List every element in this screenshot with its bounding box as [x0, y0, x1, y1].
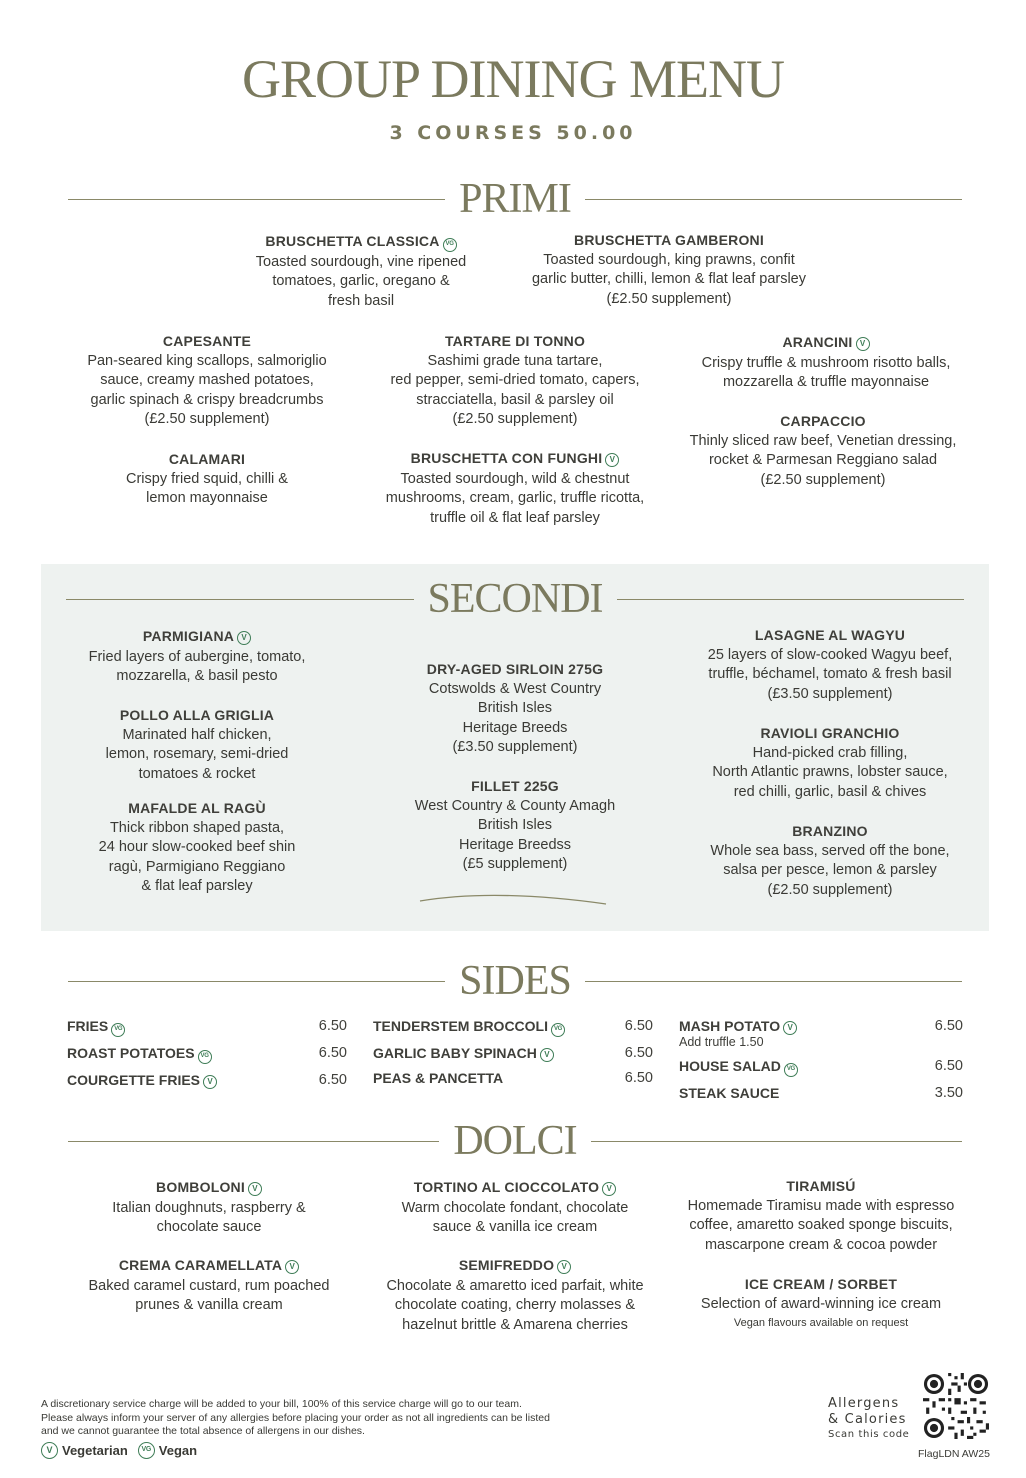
vegan-icon: VG	[443, 238, 457, 252]
section-title: DOLCI	[453, 1118, 577, 1164]
side-name: FRIES	[67, 1018, 109, 1034]
sides-heading	[68, 960, 962, 1002]
item-name: BRUSCHETTA CLASSICA	[265, 233, 440, 249]
legend-vegan: Vegan	[158, 1443, 198, 1458]
side-name: STEAK SAUCE	[679, 1085, 780, 1101]
vegetarian-icon: V	[557, 1260, 571, 1274]
vegetarian-icon: V	[856, 337, 870, 351]
item-name: MAFALDE AL RAGÙ	[128, 800, 266, 816]
side-price: 6.50	[624, 1070, 653, 1086]
side-price: 6.50	[624, 1018, 653, 1034]
vegan-icon: VG	[138, 1442, 155, 1459]
item-description: Thick ribbon shaped pasta, 24 hour slow-cooked beef shin ragù, Parmigiano Reggiano & flat leaf parsley	[98, 819, 296, 895]
side-item	[373, 1018, 653, 1037]
vegan-icon: VG	[551, 1023, 565, 1037]
menu-item-calamari	[68, 450, 346, 509]
menu-item-semifreddo	[370, 1256, 660, 1335]
menu-item-mafalde-al-ragu	[68, 799, 326, 897]
side-price: 6.50	[318, 1045, 347, 1061]
item-description: Sashimi grade tuna tartare, red pepper, semi-dried tomato, capers, stracciatella, basil & parsley oil	[390, 352, 640, 408]
side-item	[373, 1070, 653, 1087]
item-name: POLLO ALLA GRIGLIA	[119, 707, 275, 723]
side-price: 6.50	[934, 1018, 963, 1034]
primi-heading	[68, 178, 962, 220]
item-name: ICE CREAM / SORBET	[744, 1276, 898, 1292]
item-description: Toasted sourdough, vine ripened tomatoes, garlic, oregano & fresh basil	[255, 253, 467, 309]
side-item	[67, 1045, 347, 1064]
side-name: COURGETTE FRIES	[67, 1072, 201, 1088]
vegetarian-icon: V	[237, 631, 251, 645]
menu-item-parmigiana	[68, 627, 326, 687]
item-supplement: (£2.50 supplement)	[452, 411, 578, 428]
item-description: Toasted sourdough, wild & chestnut mushrooms, cream, garlic, truffle ricotta, truffle oil & flat leaf parsley	[385, 470, 645, 526]
secondi-heading	[66, 578, 964, 620]
item-supplement: (£2.50 supplement)	[760, 471, 886, 488]
disclaimer-line: and we cannot guarantee the total absence of allergens in our dishes.	[41, 1425, 365, 1438]
side-name: TENDERSTEM BROCCOLI	[373, 1018, 548, 1034]
section-title: SECONDI	[427, 576, 603, 622]
allergen-info	[828, 1396, 912, 1441]
disclaimer-line: A discretionary service charge will be added to your bill, 100% of this service charge will go to our team.	[41, 1398, 522, 1410]
side-name: GARLIC BABY SPINACH	[373, 1045, 537, 1061]
scan-label: Scan this code	[828, 1429, 910, 1440]
menu-item-tiramisu	[676, 1177, 966, 1255]
item-description: Homemade Tiramisu made with espresso coffee, amaretto soaked sponge biscuits, mascarpone cream & cocoa powder	[687, 1197, 955, 1253]
side-item	[679, 1058, 963, 1077]
vegetarian-icon: V	[248, 1182, 262, 1196]
side-item	[67, 1072, 347, 1089]
item-description: Chocolate & amaretto iced parfait, white chocolate coating, cherry molasses & hazelnut brittle & Amarena cherries	[386, 1277, 644, 1333]
menu-item-tartare-di-tonno	[368, 332, 662, 430]
item-name: CARPACCIO	[780, 413, 866, 429]
menu-item-tortino-al-cioccolato	[370, 1178, 660, 1238]
item-description: Marinated half chicken, lemon, rosemary, semi-dried tomatoes & rocket	[105, 726, 289, 782]
menu-item-lasagne-al-wagyu	[690, 626, 970, 704]
menu-item-fillet	[384, 777, 646, 875]
menu-subtitle: 3 COURSES 50.00	[389, 122, 637, 144]
item-name: LASAGNE AL WAGYU	[754, 627, 906, 643]
service-disclaimer	[41, 1398, 550, 1439]
legend-vegetarian: Vegetarian	[62, 1443, 128, 1458]
divider-line	[68, 981, 445, 982]
item-name: CREMA CARAMELLATA	[118, 1257, 283, 1273]
item-supplement: (£3.50 supplement)	[452, 739, 578, 756]
item-supplement: (£3.50 supplement)	[767, 685, 893, 702]
side-addon: Add truffle 1.50	[679, 1035, 764, 1049]
item-description: Warm chocolate fondant, chocolate sauce & vanilla ice cream	[401, 1199, 629, 1236]
vegetarian-icon: V	[783, 1021, 797, 1035]
item-name: TORTINO AL CIOCCOLATO	[413, 1179, 600, 1195]
item-name: SEMIFREDDO	[458, 1257, 555, 1273]
menu-title: GROUP DINING MENU	[242, 49, 784, 109]
item-description: Baked caramel custard, rum poached prunes & vanilla cream	[88, 1277, 330, 1314]
item-name: CALAMARI	[168, 451, 246, 467]
divider-line	[585, 981, 962, 982]
menu-item-carpaccio	[672, 412, 974, 490]
menu-item-dry-aged-sirloin	[384, 660, 646, 758]
divider-line	[68, 199, 445, 200]
menu-item-pollo-alla-griglia	[68, 706, 326, 784]
menu-item-crema-caramellata	[70, 1256, 348, 1316]
item-description: Italian doughnuts, raspberry & chocolate sauce	[112, 1199, 306, 1236]
item-name: RAVIOLI GRANCHIO	[760, 725, 900, 741]
menu-item-bruschetta-con-funghi	[368, 449, 662, 528]
item-name: TIRAMISÚ	[786, 1178, 856, 1194]
disclaimer-line: Please always inform your server of any allergies before placing your order as not all ingredients can be listed	[41, 1411, 550, 1424]
divider-line	[617, 599, 965, 600]
dolci-heading	[68, 1120, 962, 1162]
dietary-legend	[41, 1442, 197, 1459]
item-name: CAPESANTE	[162, 333, 252, 349]
item-note: Vegan flavours available on request	[733, 1317, 909, 1330]
menu-item-arancini	[680, 333, 972, 393]
item-supplement: (£5 supplement)	[462, 856, 568, 873]
side-item	[373, 1045, 653, 1062]
allergens-label: Allergens	[828, 1396, 900, 1411]
divider-line	[591, 1141, 962, 1142]
vegetarian-icon: V	[41, 1442, 58, 1459]
vegetarian-icon: V	[605, 453, 619, 467]
qr-code-icon[interactable]	[923, 1373, 989, 1439]
section-title: PRIMI	[459, 176, 571, 222]
side-price: 6.50	[934, 1058, 963, 1074]
divider-line	[68, 1141, 439, 1142]
vegetarian-icon: V	[285, 1260, 299, 1274]
item-description: Pan-seared king scallops, salmoriglio sauce, creamy mashed potatoes, garlic spinach & crispy breadcrumbs	[87, 352, 327, 408]
item-description: Thinly sliced raw beef, Venetian dressing, rocket & Parmesan Reggiano salad	[689, 432, 957, 469]
side-price: 3.50	[934, 1085, 963, 1101]
item-name: TARTARE DI TONNO	[444, 333, 586, 349]
item-description: 25 layers of slow-cooked Wagyu beef, truffle, béchamel, tomato & fresh basil	[707, 646, 953, 683]
item-description: West Country & County Amagh British Isles Heritage Breedss	[414, 797, 616, 853]
side-name: MASH POTATO	[679, 1018, 781, 1034]
decorative-swoosh	[418, 893, 608, 909]
item-name: BRANZINO	[792, 823, 868, 839]
item-description: Fried layers of aubergine, tomato, mozzarella, & basil pesto	[88, 648, 306, 685]
side-name: ROAST POTATOES	[67, 1045, 195, 1061]
side-item	[679, 1018, 963, 1050]
item-supplement: (£2.50 supplement)	[144, 411, 270, 428]
item-name: BRUSCHETTA GAMBERONI	[574, 232, 764, 248]
item-description: Whole sea bass, served off the bone, salsa per pesce, lemon & parsley	[710, 842, 950, 879]
item-description: Selection of award-winning ice cream	[700, 1295, 942, 1312]
vegan-icon: VG	[198, 1050, 212, 1064]
side-name: HOUSE SALAD	[679, 1058, 781, 1074]
item-supplement: (£2.50 supplement)	[606, 290, 732, 307]
vegan-icon: VG	[111, 1023, 125, 1037]
side-price: 6.50	[624, 1045, 653, 1061]
menu-item-branzino	[690, 822, 970, 900]
menu-item-ice-cream-sorbet	[676, 1275, 966, 1334]
side-price: 6.50	[318, 1018, 347, 1034]
divider-line	[585, 199, 962, 200]
menu-item-bruschetta-classica	[230, 232, 492, 311]
item-supplement: (£2.50 supplement)	[767, 881, 893, 898]
vegan-icon: VG	[784, 1063, 798, 1077]
menu-item-ravioli-granchio	[690, 724, 970, 802]
item-description: Hand-picked crab filling, North Atlantic prawns, lobster sauce, red chilli, garlic, basil & chives	[712, 744, 948, 800]
menu-item-bruschetta-gamberoni	[500, 231, 838, 309]
calories-label: & Calories	[828, 1412, 907, 1427]
item-name: BOMBOLONI	[156, 1179, 245, 1195]
menu-code: FlagLDN AW25	[918, 1448, 990, 1460]
menu-item-bomboloni	[70, 1178, 348, 1238]
menu-item-capesante	[68, 332, 346, 430]
item-name: BRUSCHETTA CON FUNGHI	[410, 450, 603, 466]
section-title: SIDES	[459, 958, 571, 1004]
item-description: Toasted sourdough, king prawns, confit garlic butter, chilli, lemon & flat leaf parsley	[531, 251, 806, 288]
side-item	[67, 1018, 347, 1037]
divider-line	[66, 599, 414, 600]
vegetarian-icon: V	[602, 1182, 616, 1196]
item-description: Cotswolds & West Country British Isles Heritage Breeds	[428, 680, 602, 736]
sides-column	[67, 1018, 347, 1097]
vegetarian-icon: V	[540, 1048, 554, 1062]
side-name: PEAS & PANCETTA	[373, 1070, 504, 1086]
item-name: ARANCINI	[782, 334, 853, 350]
item-name: FILLET 225G	[471, 778, 559, 794]
vegetarian-icon: V	[203, 1075, 217, 1089]
item-name: DRY-AGED SIRLOIN 275G	[426, 661, 604, 677]
item-description: Crispy truffle & mushroom risotto balls, mozzarella & truffle mayonnaise	[701, 354, 951, 391]
item-description: Crispy fried squid, chilli & lemon mayonnaise	[126, 470, 288, 507]
side-item	[679, 1085, 963, 1102]
side-price: 6.50	[318, 1072, 347, 1088]
item-name: PARMIGIANA	[142, 628, 235, 644]
sides-column	[679, 1018, 963, 1110]
sides-column	[373, 1018, 653, 1095]
